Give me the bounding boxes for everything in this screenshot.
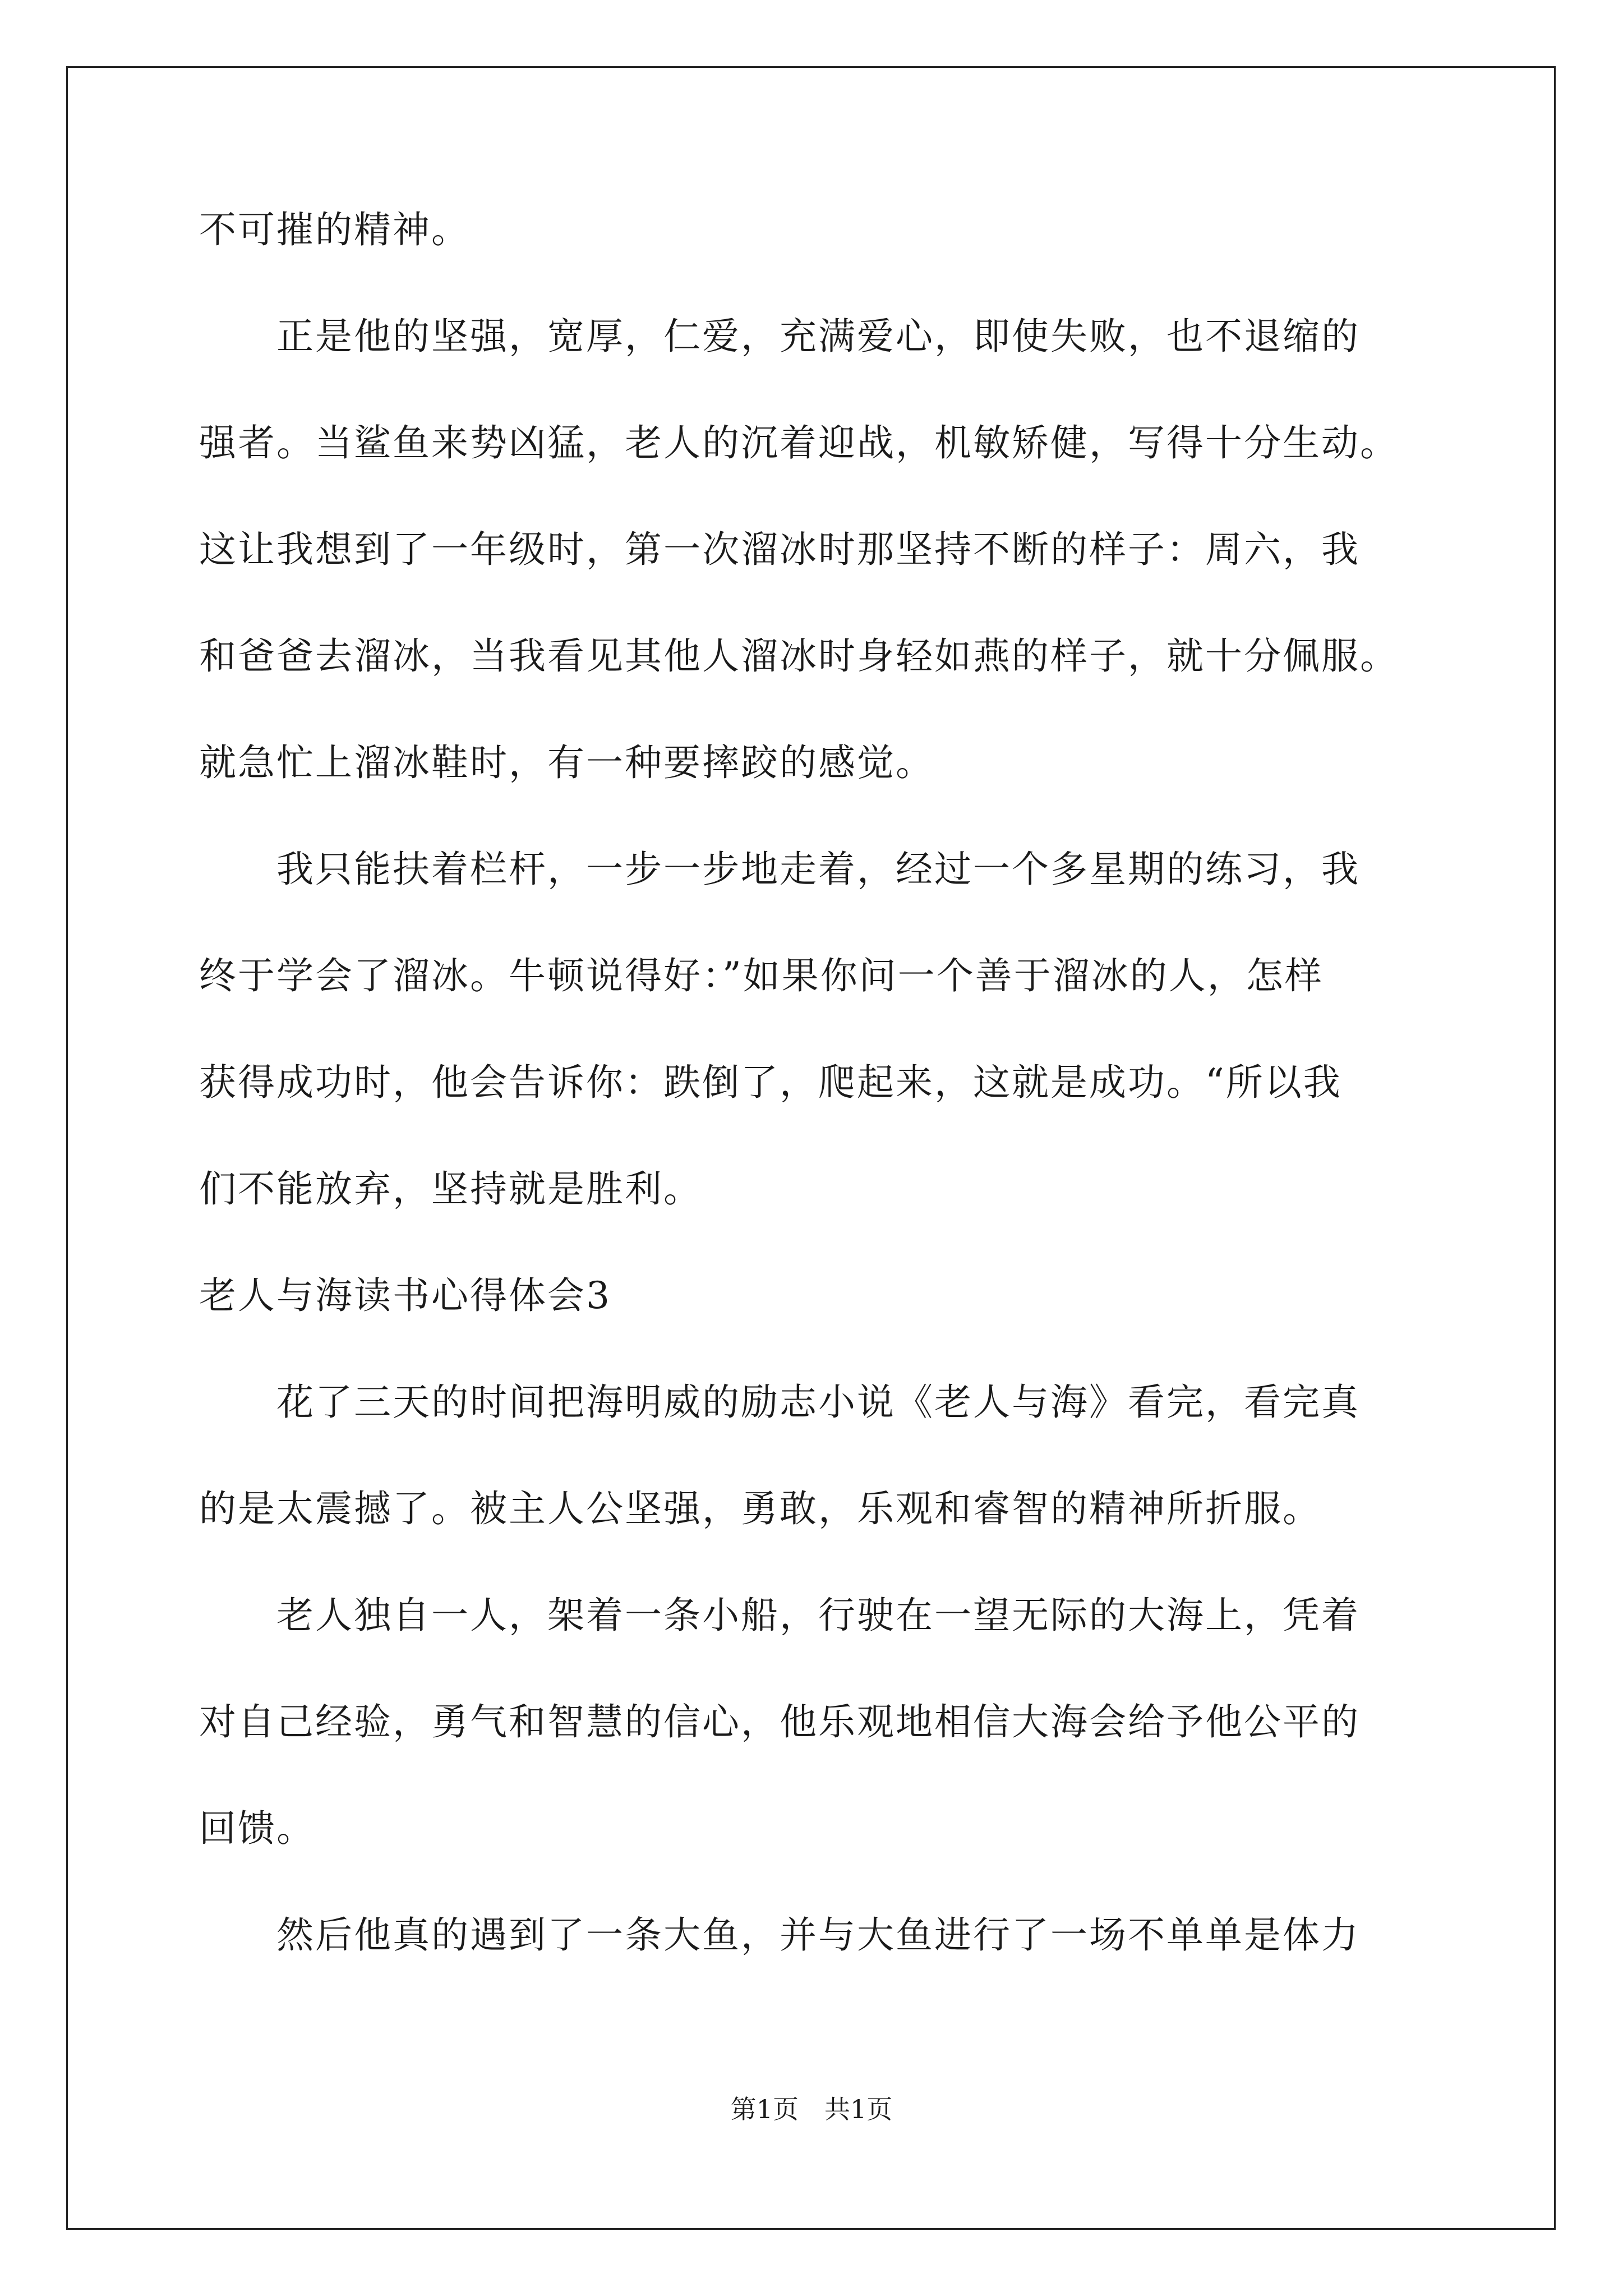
page-border (66, 66, 1556, 2230)
text-line: 和爸爸去溜冰，当我看见其他人溜冰时身轻如燕的样子，就十分佩服。 (199, 634, 1399, 678)
text-line: 不可摧的精神。 (199, 208, 470, 251)
text-line: 花了三天的时间把海明威的励志小说《老人与海》看完，看完真 (199, 1381, 1360, 1424)
text-line: 的是太震撼了。被主人公坚强，勇敢，乐观和睿智的精神所折服。 (199, 1487, 1321, 1530)
text-line: 老人独自一人，架着一条小船，行驶在一望无际的大海上，凭着 (199, 1594, 1360, 1637)
text-line: 们不能放弃，坚持就是胜利。 (199, 1167, 702, 1211)
text-line: 强者。当鲨鱼来势凶猛，老人的沉着迎战，机敏矫健，写得十分生动。 (199, 421, 1399, 464)
text-line: 获得成功时，他会告诉你：跌倒了，爬起来，这就是成功。“所以我 (199, 1061, 1342, 1104)
section-heading: 老人与海读书心得体会3 (199, 1274, 611, 1317)
text-line: 就急忙上溜冰鞋时，有一种要摔跤的感觉。 (199, 741, 934, 784)
text-line: 对自己经验，勇气和智慧的信心，他乐观地相信大海会给予他公平的 (199, 1700, 1360, 1743)
page-footer: 第1页 共1页 (730, 2094, 893, 2124)
text-line: 这让我想到了一年级时，第一次溜冰时那坚持不断的样子：周六，我 (199, 528, 1360, 571)
text-line: 正是他的坚强，宽厚，仁爱，充满爱心，即使失败，也不退缩的 (199, 315, 1360, 358)
text-line: 回馈。 (199, 1807, 315, 1850)
text-line: 终于学会了溜冰。牛顿说得好：”如果你问一个善于溜冰的人，怎样 (199, 954, 1324, 997)
text-line: 然后他真的遇到了一条大鱼，并与大鱼进行了一场不单单是体力 (199, 1913, 1360, 1957)
text-line: 我只能扶着栏杆，一步一步地走着，经过一个多星期的练习，我 (199, 848, 1360, 891)
